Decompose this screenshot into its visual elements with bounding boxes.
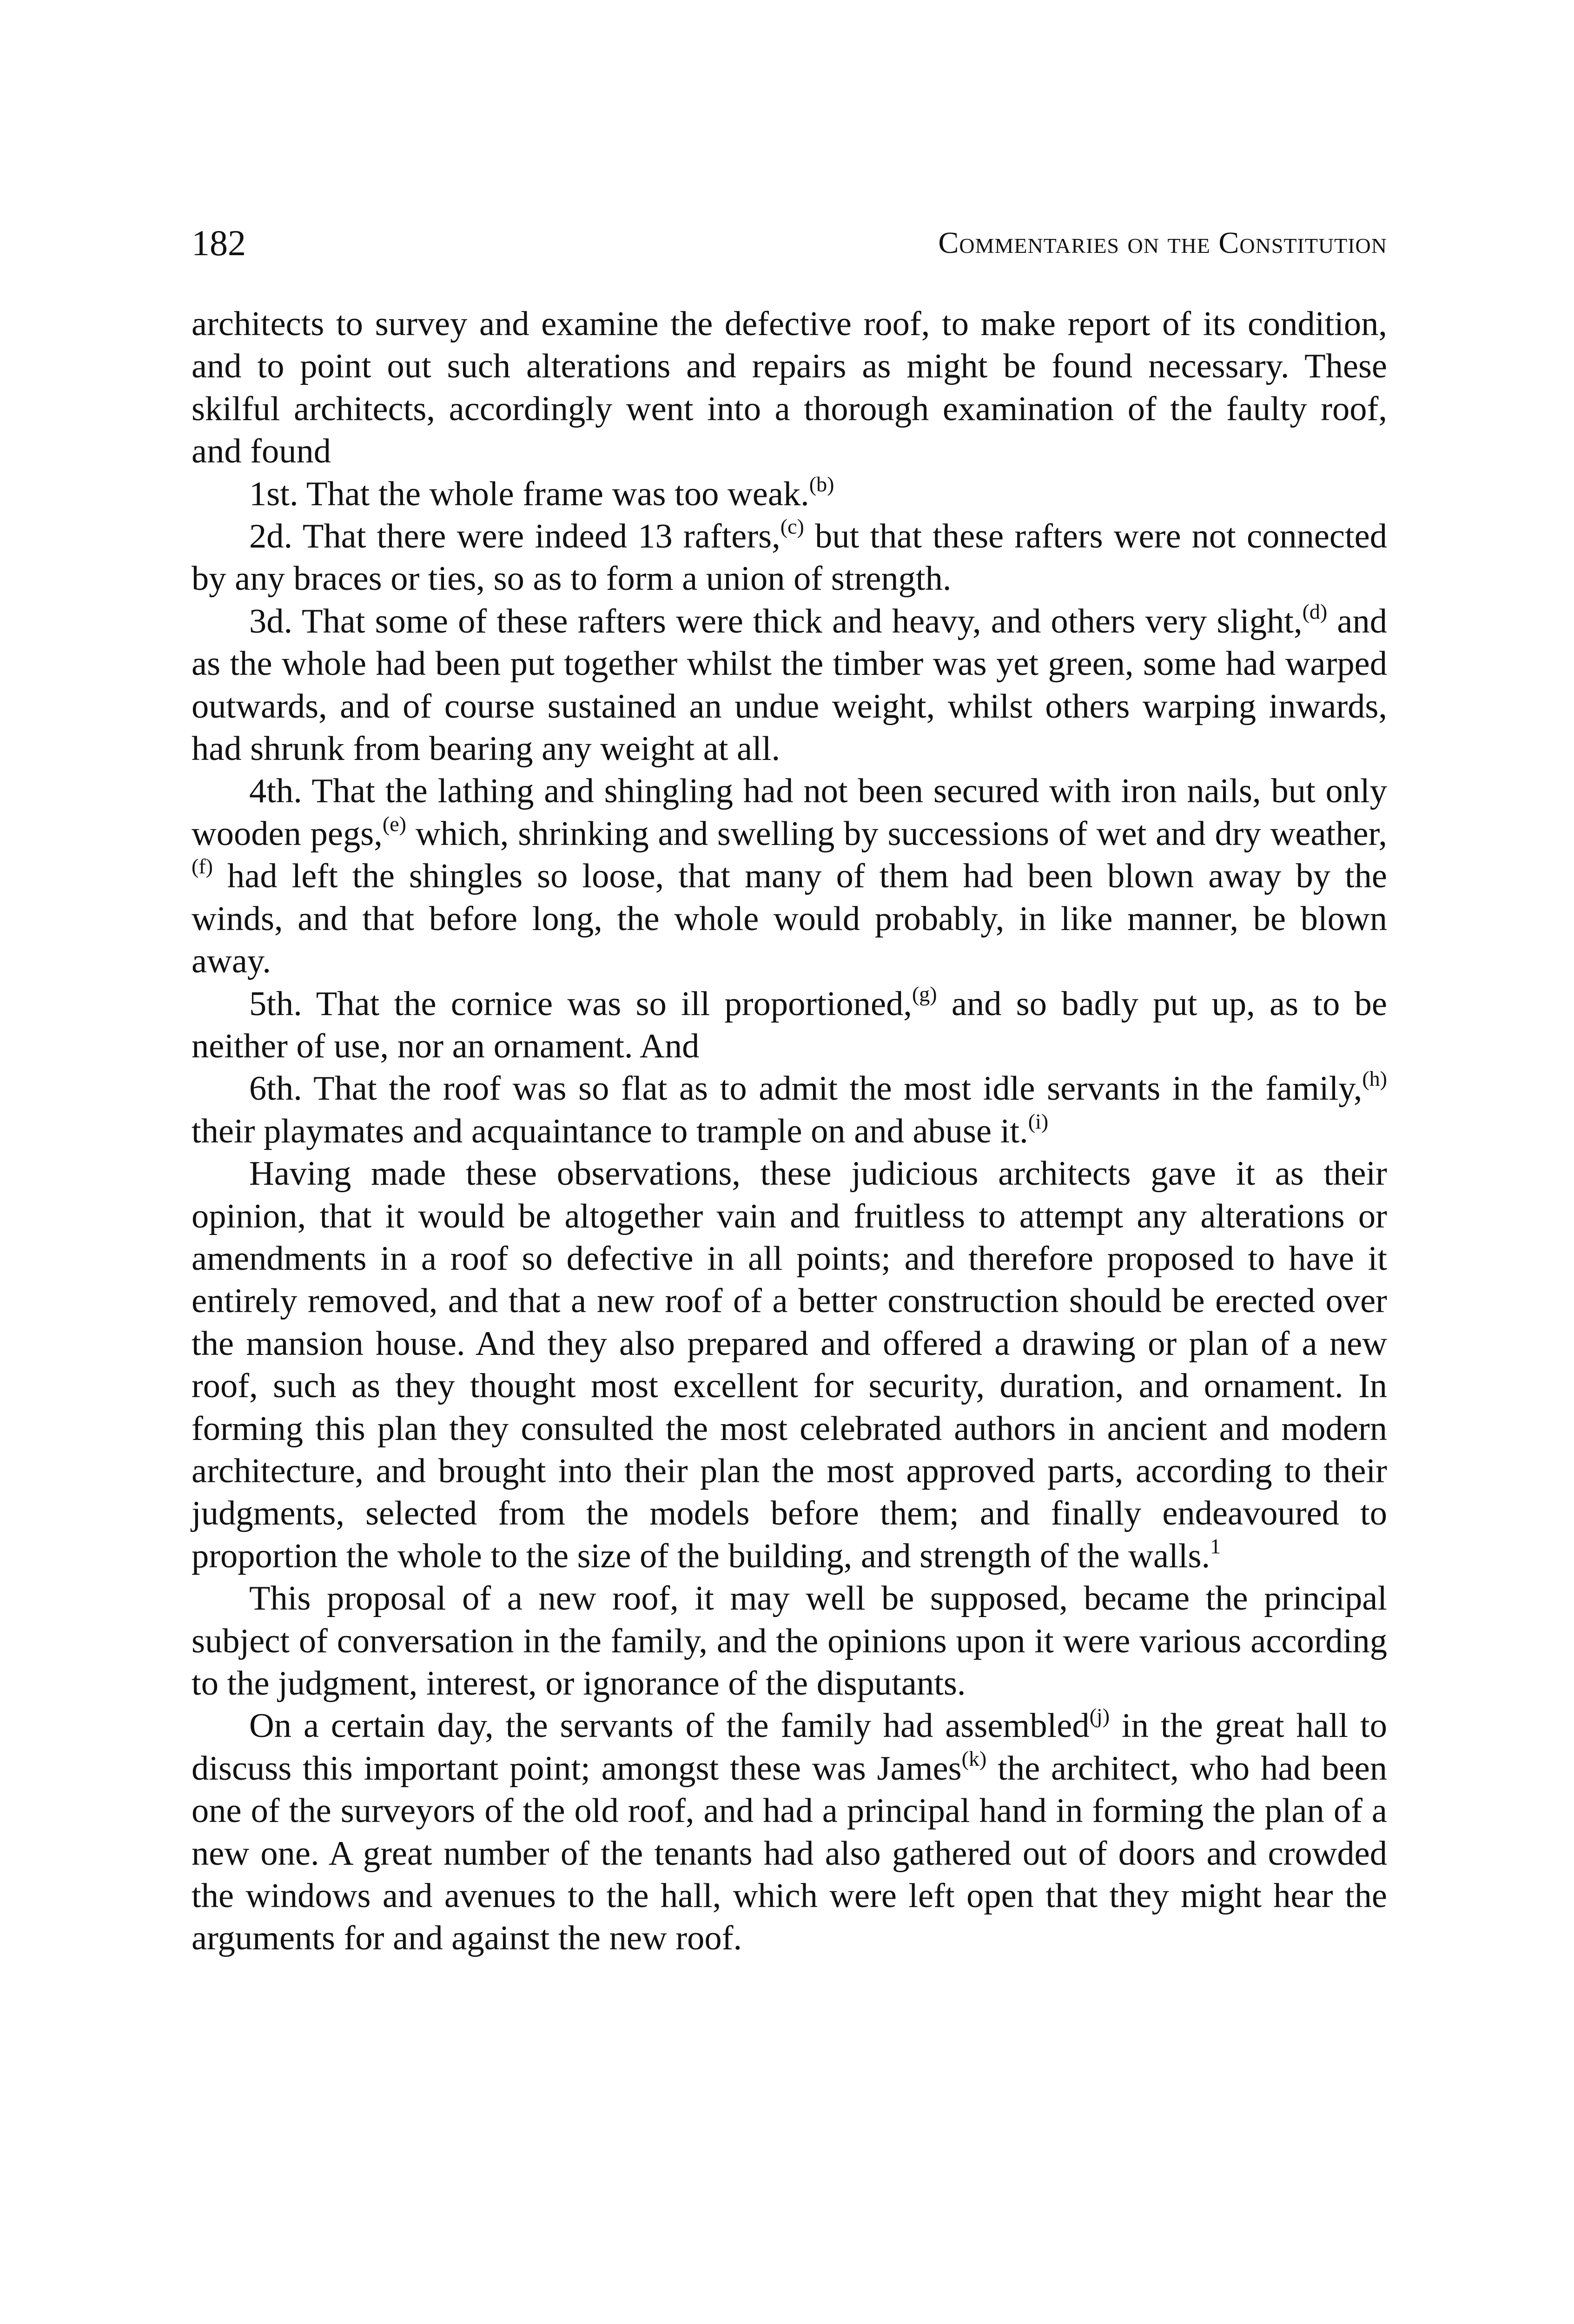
footnote-marker-i: (i): [1028, 1109, 1049, 1133]
paragraph-text: 4th. That the lathing and shingling had not been secured with iron nails, but only wooden pegs,: [192, 772, 1387, 853]
paragraph-text: and so badly put up, as to be neither of use, nor an ornament. And: [192, 984, 1387, 1065]
paragraph-5: [192, 770, 1387, 983]
paragraph-text: 6th. That the roof was so flat as to admit the most idle servants in the family,: [249, 1070, 1362, 1108]
footnote-marker-c: (c): [780, 515, 804, 539]
paragraph-text: This proposal of a new roof, it may well be supposed, became the principal subject of conversation in the family, and the opinions upon it were various according to the judgment, interest, or ignorance of the disputants.: [192, 1579, 1387, 1703]
paragraph-2: [192, 473, 1387, 515]
paragraph-9: [192, 1578, 1387, 1705]
footnote-marker-j: (j): [1089, 1704, 1110, 1728]
footnote-marker-e: (e): [382, 812, 406, 836]
body-text: [192, 303, 1387, 1960]
paragraph-text: 2d. That there were indeed 13 rafters,: [249, 517, 780, 556]
paragraph-text: architects to survey and examine the defective roof, to make report of its condition, and to point out such alterations and repairs as might be found necessary. These skilful architects, accordingly went into a thorough examination of the faulty roof, and found: [192, 305, 1387, 471]
paragraph-4: [192, 601, 1387, 771]
paragraph-text: in the great hall to discuss this important point; amongst these was James: [192, 1707, 1387, 1788]
running-head: Commentaries on the Constitution: [938, 226, 1387, 260]
footnote-marker-b: (b): [809, 472, 834, 496]
paragraph-text: their playmates and acquaintance to trample on and abuse it.: [192, 1112, 1028, 1150]
paragraph-text: but that these rafters were not connected by any braces or ties, so as to form a union of strength.: [192, 517, 1387, 598]
footnote-marker-1: 1: [1210, 1534, 1221, 1558]
paragraph-text: the architect, who had been one of the surveyors of the old roof, and had a principal hand in forming the plan of a new one. A great number of the tenants had also gathered out of doors and crowded the windows and avenues to the hall, which were left open that they might hear the arguments for and against the new roof.: [192, 1749, 1387, 1958]
paragraph-7: [192, 1068, 1387, 1153]
footnote-marker-k: (k): [961, 1746, 987, 1770]
page-number: 182: [192, 223, 246, 263]
paragraph-text: which, shrinking and swelling by successions of wet and dry weather,: [406, 814, 1388, 853]
paragraph-text: Having made these observations, these judicious architects gave it as their opinion, that it would be altogether vain and fruitless to attempt any alterations or amendments in a roof so defective in all points; and therefore proposed to have it entirely removed, and that a new roof of a better construction should be erected over the mansion house. And they also prepared and offered a drawing or plan of a new roof, such as they thought most excellent for security, duration, and ornament. In forming this plan they consulted the most celebrated authors in ancient and modern architecture, and brought into their plan the most approved parts, according to their judgments, selected from the models before them; and finally endeavoured to proportion the whole to the size of the building, and strength of the walls.: [192, 1155, 1387, 1575]
paragraph-6: [192, 983, 1387, 1068]
paragraph-8: [192, 1153, 1387, 1578]
paragraph-text: On a certain day, the servants of the family had assembled: [249, 1707, 1090, 1745]
footnote-marker-g: (g): [912, 982, 937, 1006]
paragraph-text: 3d. That some of these rafters were thick and heavy, and others very slight,: [249, 602, 1303, 640]
footnote-marker-d: (d): [1302, 599, 1328, 623]
paragraph-text: 5th. That the cornice was so ill proportioned,: [249, 984, 912, 1023]
footnote-marker-f: (f): [192, 854, 213, 878]
paragraph-text: had left the shingles so loose, that many of them had been blown away by the winds, and that before long, the whole would probably, in like manner, be blown away.: [192, 857, 1387, 981]
footnote-marker-h: (h): [1362, 1067, 1387, 1091]
paragraph-1: [192, 303, 1387, 473]
page-header: [192, 218, 1387, 269]
paragraph-text: and as the whole had been put together whilst the timber was yet green, some had warped outwards, and of course sustained an undue weight, whilst others warping inwards, had shrunk from bearing any weight at all.: [192, 602, 1387, 768]
paragraph-10: [192, 1705, 1387, 1960]
paragraph-3: [192, 515, 1387, 601]
paragraph-text: 1st. That the whole frame was too weak.: [249, 475, 809, 513]
